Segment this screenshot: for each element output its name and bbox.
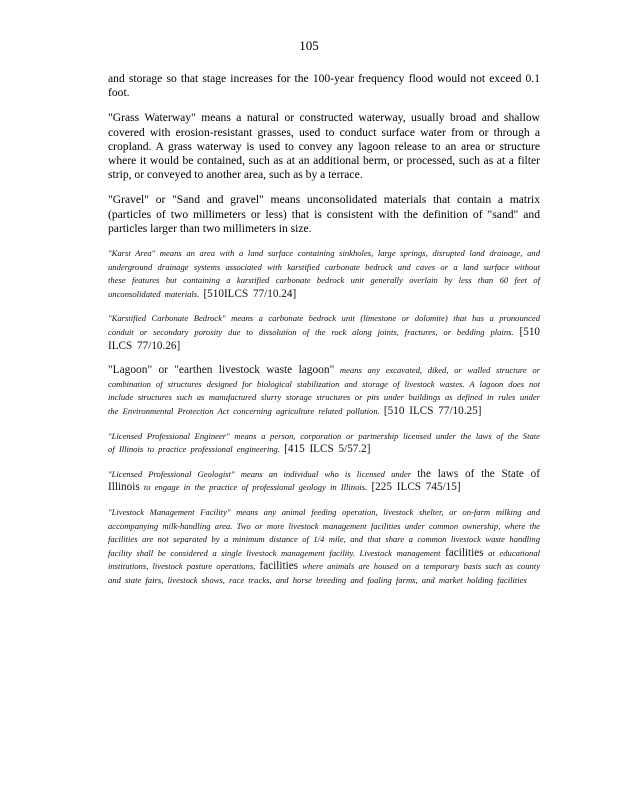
citation: [510ILCS 77/10.24]	[203, 287, 297, 300]
definition-text: "Karstified Carbonate Bedrock" means a carbonate bedrock unit (limestone or dolomite) that has a pronounced conduit or secondary porosity due to dissolution of the rock along joints, fractures, or bedding plains.	[108, 313, 540, 337]
definition-gravel: "Gravel" or "Sand and gravel" means unconsolidated materials that contain a matrix (particles of two millimeters or less) that is consistent with the definition of "sand" and particles larger than two millimeters in size.	[108, 193, 540, 235]
definition-text-roman: the laws of the State of Illinois	[108, 467, 540, 494]
definition-licensed-professional-engineer	[108, 430, 540, 457]
definition-karst-area	[108, 247, 540, 301]
definition-text-continued: to engage in the practice of professional geology in Illinois.	[143, 482, 368, 493]
definition-term: "Lagoon" or "earthen livestock waste lagoon"	[108, 364, 335, 377]
definition-text-roman: facilities	[445, 546, 484, 559]
definition-text-continued: at educational institutions, livestock pasture operations,	[108, 547, 540, 572]
definition-text-roman-2: facilities	[259, 560, 299, 573]
paragraph-flood-tail: and storage so that stage increases for the 100-year frequency flood would not exceed 0.1 foot.	[108, 72, 540, 100]
definition-text: "Licensed Professional Engineer" means a person, corporation or partnership licensed under the laws of the State of Illinois to practice professional engineering.	[108, 430, 540, 455]
definition-livestock-management-facility	[108, 506, 540, 588]
definition-text: "Karst Area" means an area with a land surface containing sinkholes, large springs, disrupted land drainage, and underground drainage systems associated with karstified carbonate bedrock and caves or a land surface without these features but containing a karstified carbonate bedrock unit generally overlain by less than 60 feet of unconsolidated materials.	[108, 248, 540, 299]
definition-text: means any excavated, diked, or walled structure or combination of structures designed for biological stabilization and storage of livestock wastes. A lagoon does not include structures such as manufactured slurry storage structures or pits under buildings as defined in rules under the Environmental Protection Act concerning agriculture related pollution.	[108, 365, 540, 416]
citation: [415 ILCS 5/57.2]	[284, 443, 371, 456]
citation: [510 ILCS 77/10.26]	[108, 326, 541, 352]
page-number: 105	[299, 38, 319, 53]
definition-grass-waterway: "Grass Waterway" means a natural or constructed waterway, usually broad and shallow covered with erosion-resistant grasses, used to conduct surface water from or through a cropland. A grass waterway is used to convey any lagoon release to an area or structure where it would be contained, such as at an additional berm, or processed, such as at a filter strip, or conveyed to another area, such as by a terrace.	[108, 111, 540, 182]
citation: [225 ILCS 745/15]	[371, 481, 461, 494]
definition-lagoon	[108, 364, 540, 418]
definition-text: "Licensed Professional Geologist" means an individual who is licensed under	[108, 468, 412, 479]
citation: [510 ILCS 77/10.25]	[383, 404, 482, 417]
definition-karstified-carbonate-bedrock	[108, 312, 540, 353]
definition-licensed-professional-geologist	[108, 468, 540, 495]
definition-text-continued-2: where animals are housed on a temporary basis such as county and state fairs, livestock shows, race tracks, and horse breeding and foaling farms, and market holding facilities	[108, 561, 541, 585]
document-body	[108, 72, 540, 599]
definition-text: "Livestock Management Facility" means any animal feeding operation, livestock shelter, or on-farm milking and accompanying milk-handling area. Two or more livestock management facilities under common ownership, where the facilities are not separated by a minimum distance of 1/4 mile, and that share a common livestock waste handling facility shall be considered a single livestock management facility. Livestock management	[108, 506, 540, 558]
